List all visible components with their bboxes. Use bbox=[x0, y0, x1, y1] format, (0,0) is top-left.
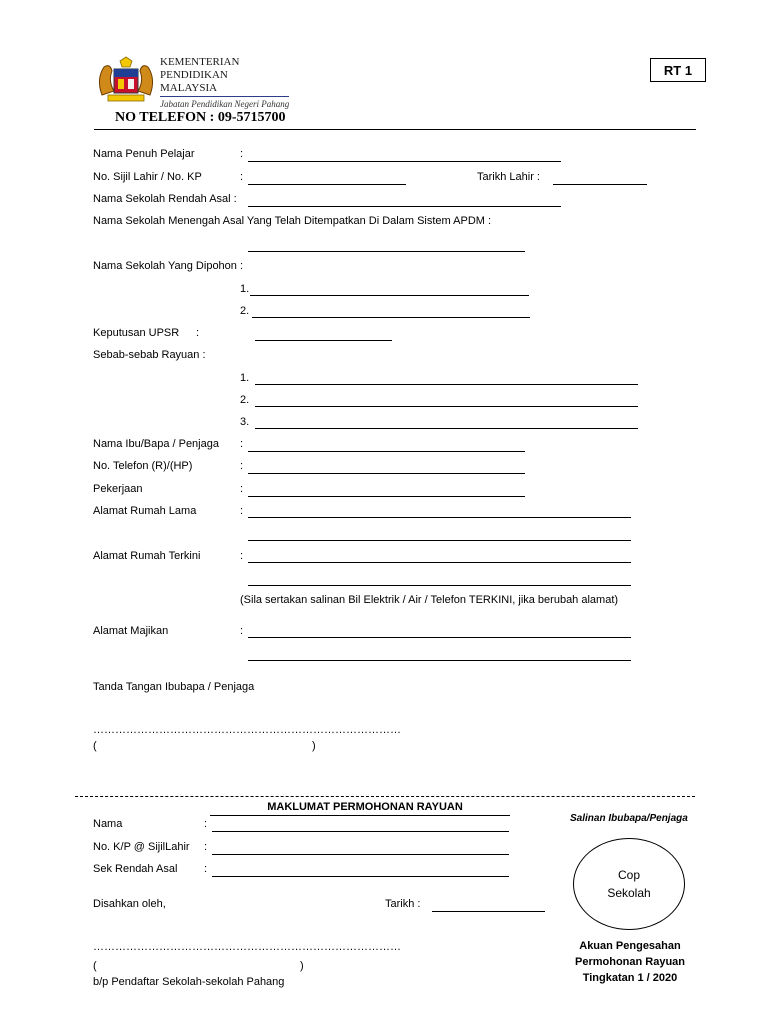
label-sekolah-rendah: Nama Sekolah Rendah Asal : bbox=[93, 193, 237, 205]
nama-penuh-field[interactable] bbox=[248, 161, 561, 162]
sebab-3-field[interactable] bbox=[255, 428, 638, 429]
number-1: 1. bbox=[240, 283, 250, 295]
colon: : bbox=[240, 460, 244, 472]
label-pekerjaan: Pekerjaan bbox=[93, 483, 143, 495]
signature-line[interactable]: ………………………………………………………………………… bbox=[93, 724, 401, 736]
colon: : bbox=[240, 438, 244, 450]
label-tandatangan: Tanda Tangan Ibubapa / Penjaga bbox=[93, 681, 255, 693]
phone-heading: NO TELEFON : 09-5715700 bbox=[115, 110, 286, 125]
sekolah-rendah-field[interactable] bbox=[248, 206, 561, 207]
paren-close: ) bbox=[312, 740, 316, 752]
telefon-field[interactable] bbox=[248, 473, 525, 474]
paren-open: ( bbox=[93, 960, 97, 972]
colon: : bbox=[204, 863, 208, 875]
colon: : bbox=[240, 625, 244, 637]
label-sebab-rayuan: Sebab-sebab Rayuan : bbox=[93, 349, 206, 361]
alamat-majikan-field-1[interactable] bbox=[248, 637, 631, 638]
sekolah-dipohon-2-field[interactable] bbox=[252, 317, 530, 318]
tarikh-lahir-field[interactable] bbox=[553, 184, 647, 185]
colon: : bbox=[240, 483, 244, 495]
alamat-lama-field-2[interactable] bbox=[248, 540, 631, 541]
colon: : bbox=[196, 327, 200, 339]
label-sekolah-menengah: Nama Sekolah Menengah Asal Yang Telah Ditempatkan Di Dalam Sistem APDM : bbox=[93, 215, 492, 227]
label-sijil-lahir: No. Sijil Lahir / No. KP bbox=[93, 171, 202, 183]
colon: : bbox=[240, 148, 244, 160]
cop-line-1: Cop bbox=[617, 868, 640, 882]
label-sekolah-dipohon: Nama Sekolah Yang Dipohon : bbox=[93, 260, 244, 272]
label-alamat-majikan: Alamat Majikan bbox=[93, 625, 169, 637]
cut-line bbox=[75, 796, 695, 797]
number-1: 1. bbox=[240, 372, 250, 384]
label-nama-penuh: Nama Penuh Pelajar bbox=[93, 148, 195, 160]
label-slip-nama: Nama bbox=[93, 818, 123, 830]
label-slip-sek-rendah: Sek Rendah Asal bbox=[93, 863, 178, 875]
label-disahkan: Disahkan oleh, bbox=[93, 898, 166, 910]
sekolah-menengah-field[interactable] bbox=[248, 251, 525, 252]
slip-nama-field[interactable] bbox=[212, 831, 509, 832]
form-code-badge: RT 1 bbox=[650, 58, 706, 82]
akuan-line-1: Akuan Pengesahan bbox=[579, 940, 681, 952]
salinan-label: Salinan Ibubapa/Penjaga bbox=[570, 813, 688, 824]
ministry-subtitle: Jabatan Pendidikan Negeri Pahang bbox=[160, 96, 289, 111]
colon: : bbox=[240, 550, 244, 562]
paren-open: ( bbox=[93, 740, 97, 752]
slip-kp-field[interactable] bbox=[212, 854, 509, 855]
alamat-terkini-field-2[interactable] bbox=[248, 585, 631, 586]
cop-line-2: Sekolah bbox=[607, 886, 651, 900]
label-slip-tarikh: Tarikh : bbox=[385, 898, 421, 910]
akuan-line-3: Tingkatan 1 / 2020 bbox=[582, 972, 678, 984]
alamat-terkini-field-1[interactable] bbox=[248, 562, 631, 563]
label-alamat-lama: Alamat Rumah Lama bbox=[93, 505, 197, 517]
ibubapa-field[interactable] bbox=[248, 451, 525, 452]
ministry-line-1: KEMENTERIAN bbox=[160, 56, 240, 68]
colon: : bbox=[204, 841, 208, 853]
number-2: 2. bbox=[240, 394, 250, 406]
alamat-note: (Sila sertakan salinan Bil Elektrik / Air / Telefon TERKINI, jika berubah alamat) bbox=[240, 594, 619, 606]
colon: : bbox=[240, 171, 244, 183]
header-divider bbox=[94, 129, 696, 130]
sekolah-dipohon-1-field[interactable] bbox=[250, 295, 529, 296]
upsr-field[interactable] bbox=[255, 340, 392, 341]
paren-close: ) bbox=[300, 960, 304, 972]
slip-signature-line[interactable]: ………………………………………………………………………… bbox=[93, 941, 401, 953]
colon: : bbox=[240, 505, 244, 517]
slip-sek-rendah-field[interactable] bbox=[212, 876, 509, 877]
number-3: 3. bbox=[240, 416, 250, 428]
alamat-majikan-field-2[interactable] bbox=[248, 660, 631, 661]
label-slip-kp: No. K/P @ SijilLahir bbox=[93, 841, 190, 853]
cop-sekolah-stamp bbox=[573, 838, 685, 930]
akuan-block bbox=[560, 938, 700, 986]
ministry-line-3: MALAYSIA bbox=[160, 82, 218, 94]
label-upsr: Keputusan UPSR bbox=[93, 327, 180, 339]
ministry-line-2: PENDIDIKAN bbox=[160, 69, 228, 81]
label-ibubapa: Nama Ibu/Bapa / Penjaga bbox=[93, 438, 219, 450]
label-tarikh-lahir: Tarikh Lahir : bbox=[477, 171, 540, 183]
ministry-crest-icon bbox=[94, 55, 158, 107]
label-alamat-terkini: Alamat Rumah Terkini bbox=[93, 550, 201, 562]
slip-title: MAKLUMAT PERMOHONAN RAYUAN bbox=[267, 801, 463, 813]
slip-title-underline bbox=[210, 815, 510, 816]
label-telefon: No. Telefon (R)/(HP) bbox=[93, 460, 193, 472]
akuan-line-2: Permohonan Rayuan bbox=[574, 956, 686, 968]
alamat-lama-field-1[interactable] bbox=[248, 517, 631, 518]
ministry-name bbox=[160, 56, 289, 111]
sijil-lahir-field[interactable] bbox=[248, 184, 406, 185]
sebab-1-field[interactable] bbox=[255, 384, 638, 385]
sebab-2-field[interactable] bbox=[255, 406, 638, 407]
colon: : bbox=[204, 818, 208, 830]
pendaftar-label: b/p Pendaftar Sekolah-sekolah Pahang bbox=[93, 976, 285, 988]
slip-tarikh-field[interactable] bbox=[432, 911, 545, 912]
pekerjaan-field[interactable] bbox=[248, 496, 525, 497]
number-2: 2. bbox=[240, 305, 250, 317]
